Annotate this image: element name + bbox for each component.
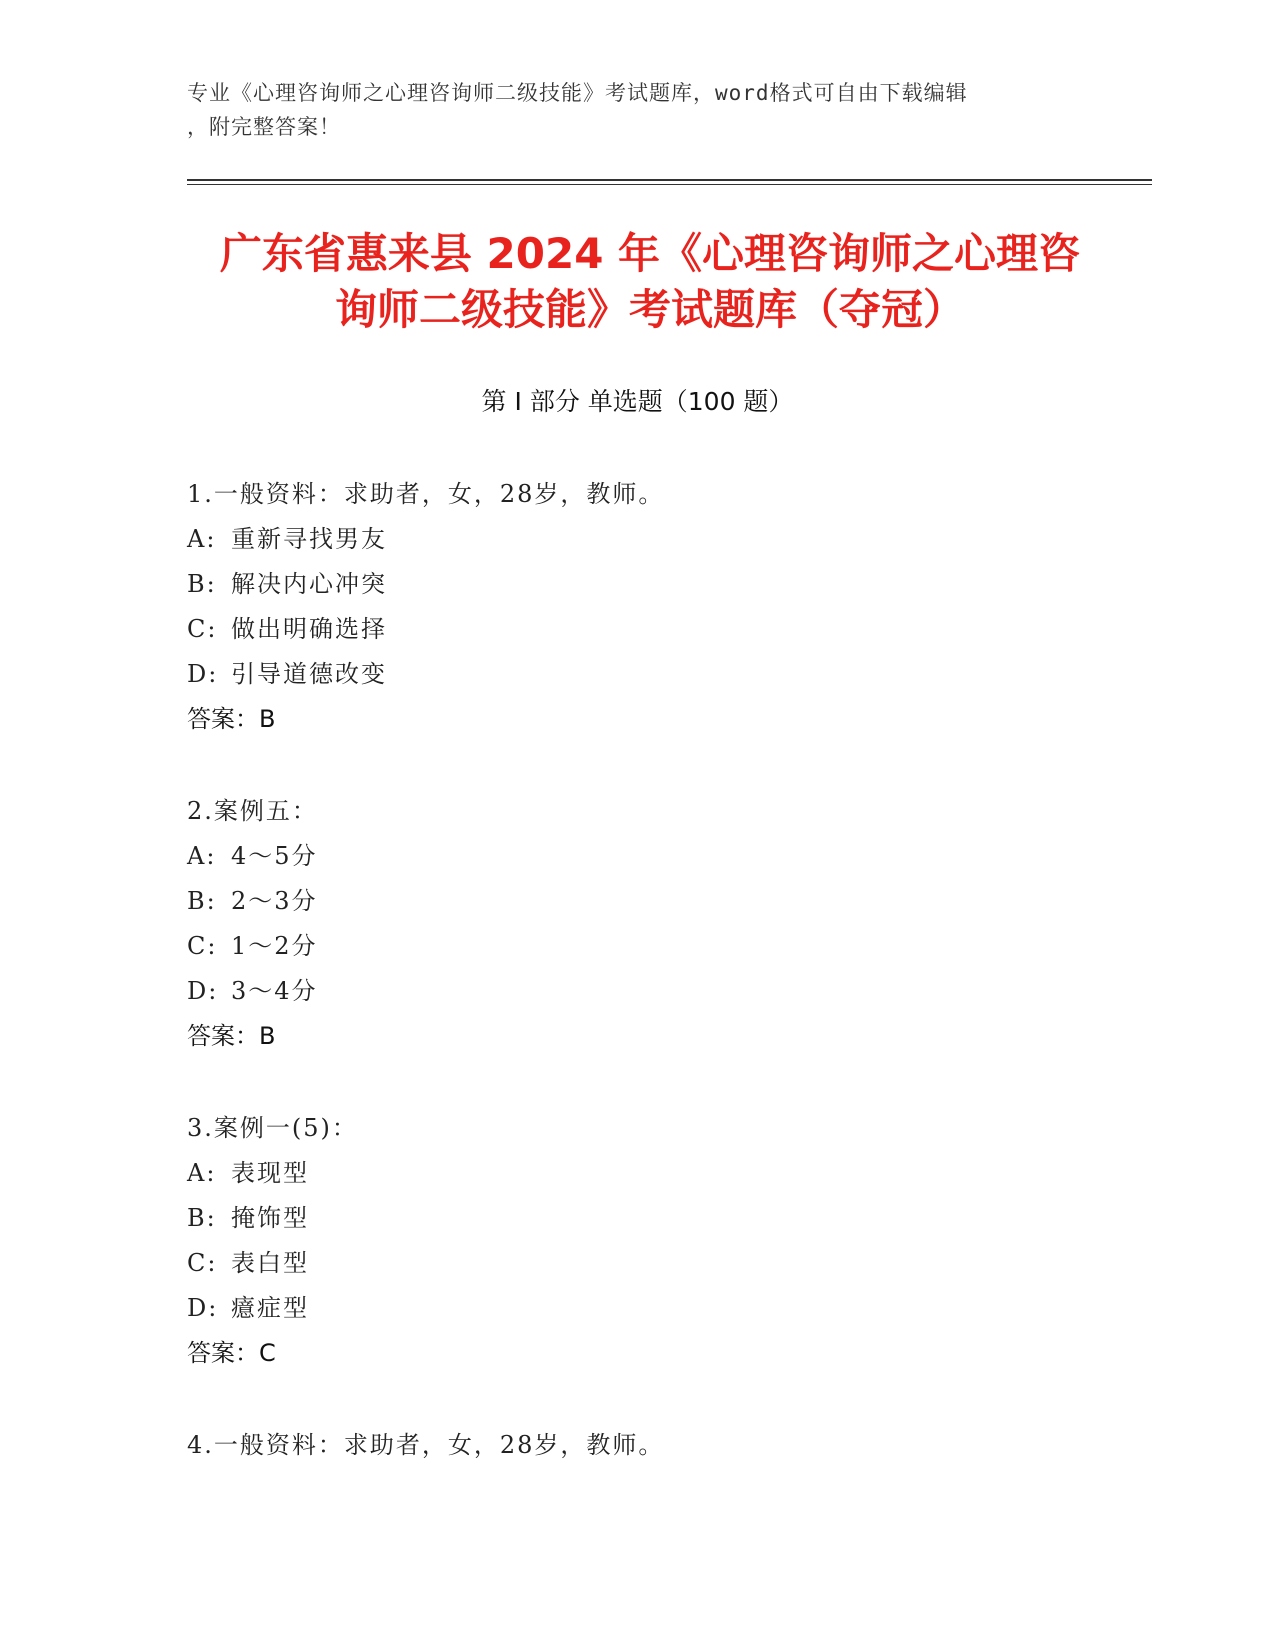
option-letter: D: <box>187 660 219 688</box>
question-1 <box>187 472 1137 742</box>
option-text: 4～5分 <box>231 842 318 870</box>
option-text: 解决内心冲突 <box>231 570 387 598</box>
option-d <box>187 652 1137 697</box>
option-letter: C: <box>187 1249 218 1277</box>
option-text: 表白型 <box>231 1249 309 1277</box>
question-list <box>187 472 1137 1515</box>
option-text: 癔症型 <box>231 1294 309 1322</box>
header-divider-thin <box>187 184 1152 185</box>
section-heading: 第 I 部分 单选题（100 题） <box>481 387 794 416</box>
option-a <box>187 1151 1137 1196</box>
header-note <box>187 76 1067 144</box>
header-divider-thick <box>187 179 1152 181</box>
option-text: 引导道德改变 <box>231 660 387 688</box>
option-b <box>187 1196 1137 1241</box>
option-letter: C: <box>187 615 218 643</box>
option-letter: B: <box>187 887 217 915</box>
document-title <box>170 226 1130 338</box>
answer: 答案：B <box>187 705 276 733</box>
option-b <box>187 562 1137 607</box>
header-note-line-2: ，附完整答案！ <box>187 115 341 139</box>
option-c <box>187 1241 1137 1286</box>
question-stem: 3.案例一(5)： <box>187 1114 358 1142</box>
option-c <box>187 607 1137 652</box>
option-text: 表现型 <box>231 1159 309 1187</box>
document-title-line-2: 询师二级技能》考试题库（夺冠） <box>334 285 965 334</box>
option-text: 掩饰型 <box>231 1204 309 1232</box>
document-title-line-1: 广东省惠来县 2024 年《心理咨询师之心理咨 <box>219 229 1081 278</box>
option-text: 重新寻找男友 <box>231 525 387 553</box>
question-stem: 4.一般资料：求助者，女，28岁，教师。 <box>187 1431 665 1459</box>
option-text: 1～2分 <box>231 932 318 960</box>
option-b <box>187 879 1137 924</box>
option-d <box>187 969 1137 1014</box>
option-letter: A: <box>187 1159 217 1187</box>
question-3 <box>187 1106 1137 1376</box>
option-text: 2～3分 <box>231 887 318 915</box>
question-4 <box>187 1423 1137 1468</box>
option-letter: A: <box>187 525 217 553</box>
option-letter: B: <box>187 1204 217 1232</box>
question-stem: 2.案例五： <box>187 797 318 825</box>
option-c <box>187 924 1137 969</box>
header-note-line-1: 专业《心理咨询师之心理咨询师二级技能》考试题库，word格式可自由下载编辑 <box>187 81 968 105</box>
option-a <box>187 517 1137 562</box>
option-d <box>187 1286 1137 1331</box>
option-text: 做出明确选择 <box>231 615 387 643</box>
option-letter: C: <box>187 932 218 960</box>
option-letter: D: <box>187 1294 219 1322</box>
option-letter: B: <box>187 570 217 598</box>
option-letter: D: <box>187 977 219 1005</box>
question-2 <box>187 789 1137 1059</box>
option-text: 3～4分 <box>231 977 318 1005</box>
option-a <box>187 834 1137 879</box>
question-stem: 1.一般资料：求助者，女，28岁，教师。 <box>187 480 665 508</box>
option-letter: A: <box>187 842 217 870</box>
answer: 答案：C <box>187 1339 276 1367</box>
answer: 答案：B <box>187 1022 276 1050</box>
